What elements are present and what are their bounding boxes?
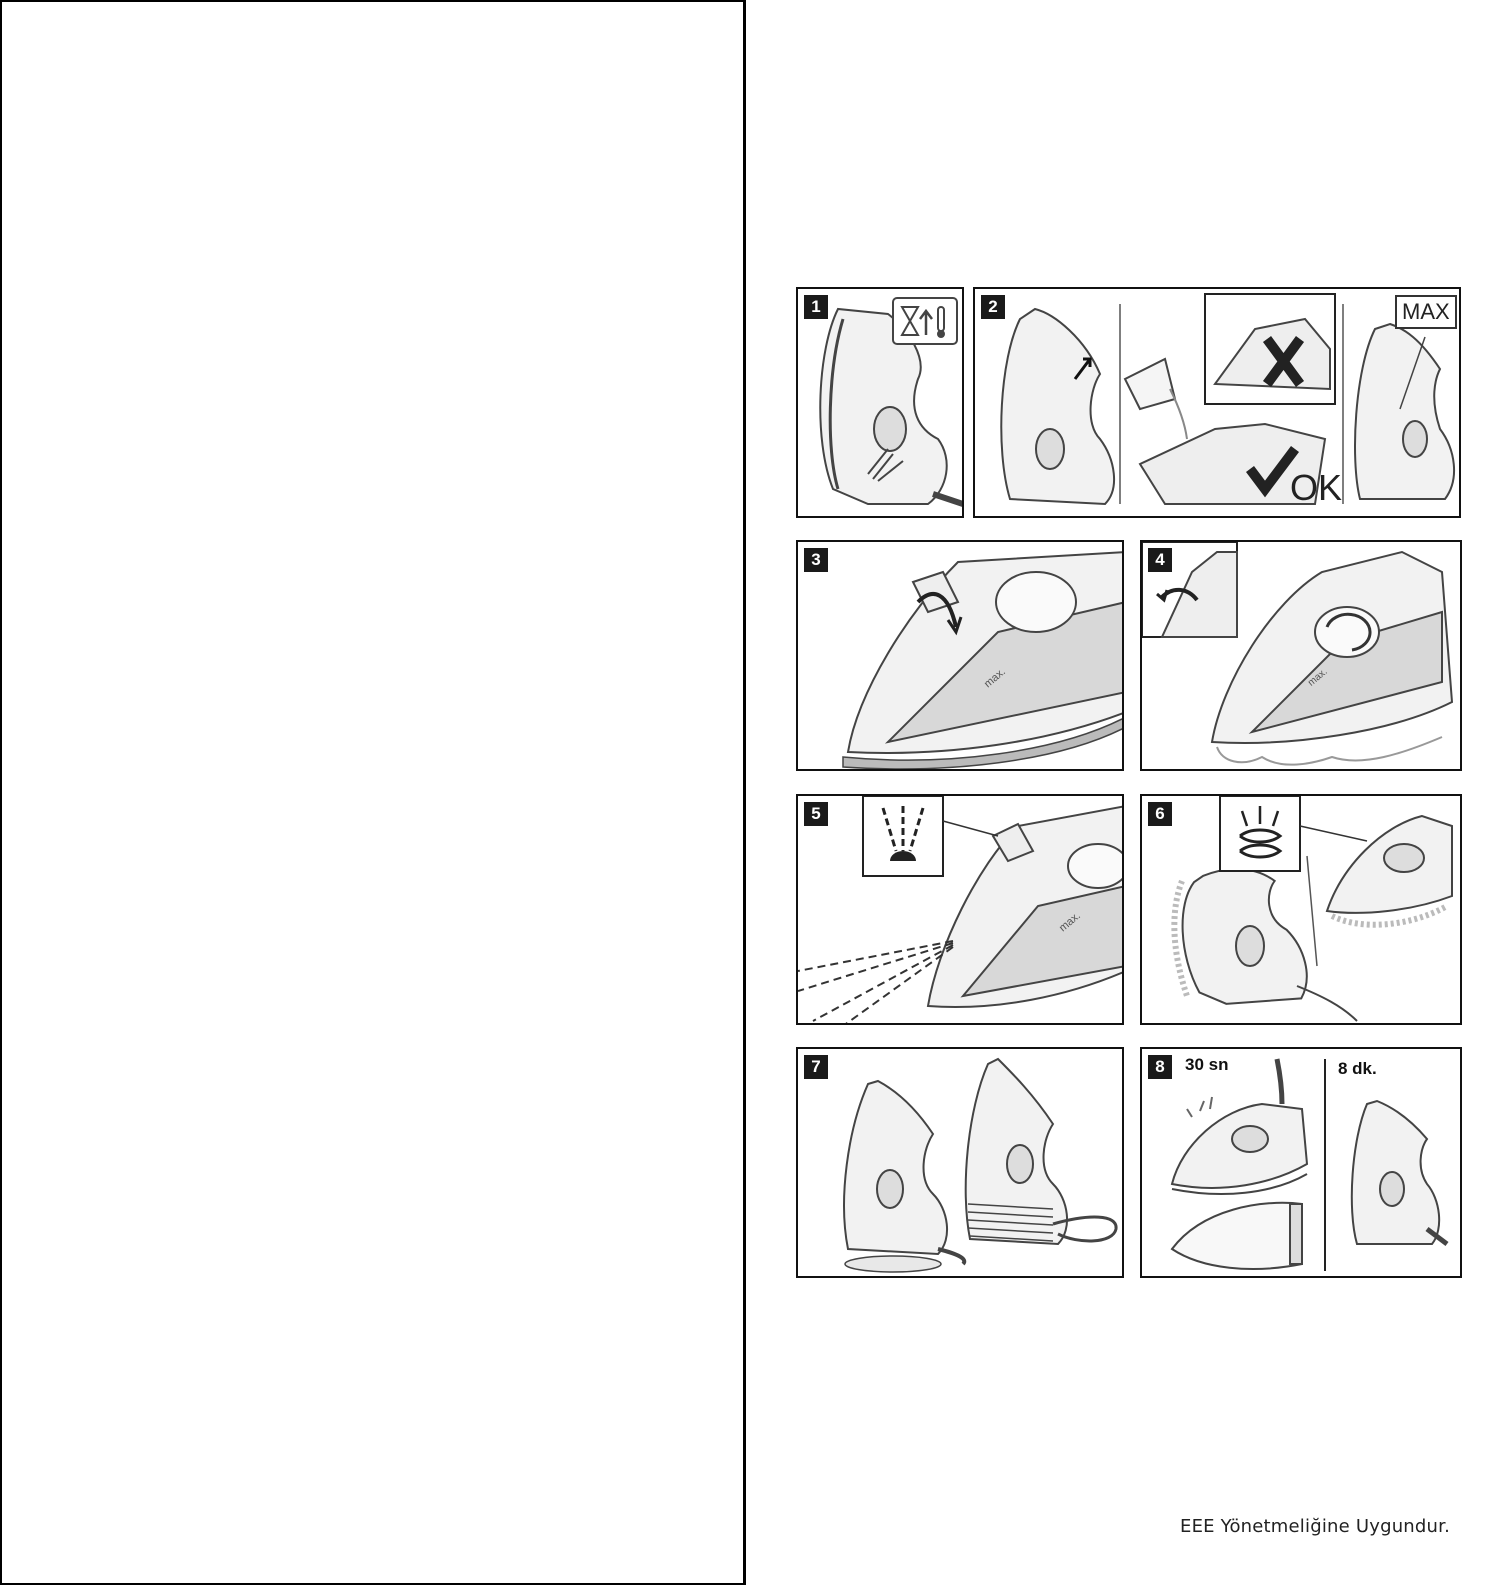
step-number: 1 xyxy=(804,295,828,319)
blank-left-page xyxy=(0,0,746,1585)
storage-illustration xyxy=(798,1049,1124,1278)
max-fill-label: MAX xyxy=(1395,295,1457,329)
auto-off-illustration xyxy=(1142,1049,1462,1278)
max-mark: max. xyxy=(1056,909,1083,935)
step-number: 3 xyxy=(804,548,828,572)
fill-water-illustration xyxy=(975,289,1461,518)
step-number: 5 xyxy=(804,802,828,826)
steam-setting-illustration xyxy=(1142,542,1462,771)
step-1-panel xyxy=(796,287,964,518)
step-8-panel xyxy=(1140,1047,1462,1278)
step-5-panel xyxy=(796,794,1124,1025)
time-label-8-minutes: 8 dk. xyxy=(1338,1059,1377,1078)
step-number: 7 xyxy=(804,1055,828,1079)
step-number: 2 xyxy=(981,295,1005,319)
temperature-dial-illustration xyxy=(798,542,1124,771)
steam-burst-illustration xyxy=(1142,796,1462,1025)
step-number: 8 xyxy=(1148,1055,1172,1079)
step-2-panel xyxy=(973,287,1461,518)
step-6-panel xyxy=(1140,794,1462,1025)
heat-indicator-icon xyxy=(892,297,958,345)
step-4-panel xyxy=(1140,540,1462,771)
max-mark: max. xyxy=(981,665,1008,691)
step-3-panel xyxy=(796,540,1124,771)
step-7-panel xyxy=(796,1047,1124,1278)
max-mark: max. xyxy=(1305,666,1330,689)
step-number: 6 xyxy=(1148,802,1172,826)
compliance-footer: EEE Yönetmeliğine Uygundur. xyxy=(1180,1516,1451,1537)
time-label-30-seconds: 30 sn xyxy=(1185,1055,1229,1074)
ok-label: OK xyxy=(1290,467,1343,508)
step-number: 4 xyxy=(1148,548,1172,572)
